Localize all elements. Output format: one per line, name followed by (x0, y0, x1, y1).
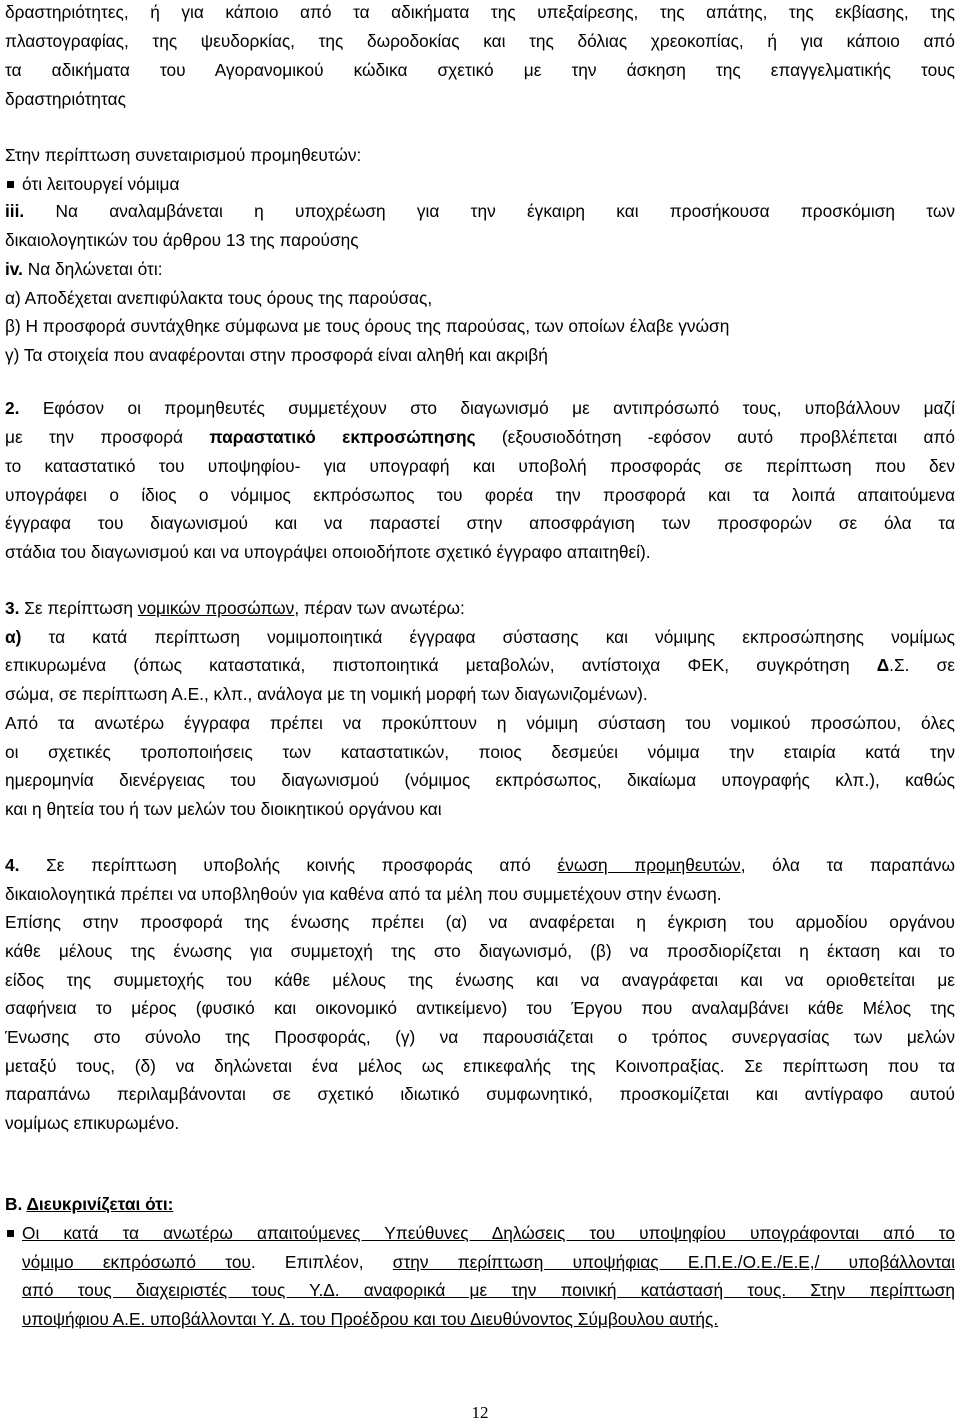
p3-line: οι σχετικές τροποποιήσεις των καταστατικών, ποιος δεσμεύει νόμιμα την εταιρία κατά την (5, 742, 955, 762)
p4-line: σαφήνεια το μέρος (φυσικό και οικονομικό αντικείμενο) του Έργου που αναλαμβάνει κάθε Μέλος της (5, 998, 955, 1018)
p3-line: σώμα, σε περίπτωση Α.Ε., κλπ., ανάλογα με τη νομική μορφή των διαγωνιζομένων). (5, 684, 648, 704)
item-iv-b: β) Η προσφορά συντάχθηκε σύμφωνα με τους όρους της παρούσας, των οποίων έλαβε γνώση (5, 316, 730, 336)
p2-line: με την προσφορά παραστατικό εκπροσώπησης (εξουσιοδότηση -εφόσον αυτό προβλέπεται από (5, 427, 955, 447)
p2-line: το καταστατικό του υποψηφίου- για υπογραφή και υποβολή προσφοράς σε περίπτωση που δεν (5, 456, 955, 476)
p4-line: δικαιολογητικά πρέπει να υποβληθούν για καθένα από τα μέλη που συμμετέχουν στην ένωση. (5, 884, 722, 904)
p4-line: 4. Σε περίπτωση υποβολής κοινής προσφοράς από ένωση προμηθευτών, όλα τα παραπάνω (5, 855, 955, 875)
item-iii: iii. Να αναλαμβάνεται η υποχρέωση για την έγκαιρη και προσήκουσα προσκόμιση των (5, 201, 955, 221)
coop-heading: Στην περίπτωση συνεταιρισμού προμηθευτών: (5, 145, 362, 165)
p4-line: νομίμως επικυρωμένο. (5, 1113, 180, 1133)
p2-line: υπογράφει ο ίδιος ο νόμιμος εκπρόσωπος του φορέα την προσφορά και τα λοιπά απαιτούμενα (5, 485, 955, 505)
p4-line: είδος της συμμετοχής του κάθε μέλους της ένωσης και να αναγράφεται και να οριοθετείται με (5, 970, 955, 990)
p4-line: Ένωσης στο σύνολο της Προσφοράς, (γ) να παρουσιάζεται ο τρόπος συνεργασίας των μελών (5, 1027, 955, 1047)
item-iii-line2: δικαιολογητικών του άρθρου 13 της παρούσης (5, 230, 359, 250)
p2-line: έγγραφα του διαγωνισμού και να παραστεί στην αποσφράγιση των προσφορών σε όλα τα (5, 513, 955, 533)
p4-line: μεταξύ τους, (δ) να δηλώνεται ένα μέλος ως επικεφαλής της Κοινοπραξίας. Σε περίπτωση που τα (5, 1056, 955, 1076)
p3-line: ημερομηνία διενέργειας του διαγωνισμού (νόμιμος εκπρόσωπος, δικαίωμα υπογραφής κλπ.), καθώς (5, 770, 955, 790)
p4-line: κάθε μέλους της ένωσης για συμμετοχή της στο διαγωνισμό, (β) να προσδιορίζεται η έκταση και το (5, 941, 955, 961)
paragraph-line: δραστηριότητας (5, 89, 126, 109)
section-b-line: Οι κατά τα ανωτέρω απαιτούμενες Υπεύθυνες Δηλώσεις του υποψηφίου υπογράφονται από το (5, 1220, 955, 1247)
item-iv-a: α) Αποδέχεται ανεπιφύλακτα τους όρους της παρούσας, (5, 288, 433, 308)
p2-line: 2. Εφόσον οι προμηθευτές συμμετέχουν στο διαγωνισμό με αντιπρόσωπό τους, υποβάλλουν μαζί (5, 398, 955, 418)
section-b-line: νόμιμο εκπρόσωπό του. Επιπλέον, στην περίπτωση υποψήφιας Ε.Π.Ε./Ο.Ε./Ε.Ε,/ υποβάλλονται (22, 1252, 955, 1272)
p3-line: α) τα κατά περίπτωση νομιμοποιητικά έγγραφα σύστασης και νόμιμης εκπροσώπησης νομίμως (5, 627, 955, 647)
square-bullet-icon (7, 181, 14, 188)
bullet-item: ότι λειτουργεί νόμιμα (5, 171, 955, 198)
section-b-line: από τους διαχειριστές τους Υ.Δ. αναφορικά με την ποινική κατάστασή τους. Στην περίπτωση (22, 1280, 955, 1300)
item-iv-c: γ) Τα στοιχεία που αναφέρονται στην προσφορά είναι αληθή και ακριβή (5, 345, 548, 365)
item-iv: iv. Να δηλώνεται ότι: (5, 259, 163, 279)
paragraph-line: τα αδικήματα του Αγορανομικού κώδικα σχετικό με την άσκηση της επαγγελματικής τους (5, 60, 955, 80)
paragraph-line: πλαστογραφίας, της ψευδορκίας, της δωροδοκίας και της δόλιας χρεοκοπίας, ή για κάποιο από (5, 31, 955, 51)
p2-line: στάδια του διαγωνισμού και να υπογράψει οποιοδήποτε σχετικό έγγραφο απαιτηθεί). (5, 542, 651, 562)
p4-line: παραπάνω περιλαμβάνονται σε σχετικό ιδιωτικό συμφωνητικό, προσκομίζεται και αντίγραφο αυτού (5, 1084, 955, 1104)
page-number: 12 (471, 1403, 489, 1422)
p4-line: Επίσης στην προσφορά της ένωσης πρέπει (α) να αναφέρεται η έγκριση του αρμοδίου οργάνου (5, 912, 955, 932)
p3-line: Από τα ανωτέρω έγγραφα πρέπει να προκύπτουν η νόμιμη σύσταση του νομικού προσώπου, όλες (5, 713, 955, 733)
p3-line: 3. Σε περίπτωση νομικών προσώπων, πέραν των ανωτέρω: (5, 598, 465, 618)
square-bullet-icon (7, 1230, 14, 1237)
p3-line: και η θητεία του ή των μελών του διοικητικού οργάνου και (5, 799, 442, 819)
p3-line: επικυρωμένα (όπως καταστατικά, πιστοποιητικά μεταβολών, αντίστοιχα ΦΕΚ, συγκρότηση Δ.Σ. σε (5, 655, 955, 675)
paragraph-line: δραστηριότητες, ή για κάποιο από τα αδικήματα της υπεξαίρεσης, της απάτης, της εκβίασης, της (5, 2, 955, 22)
section-b-heading: Β. Διευκρινίζεται ότι: (5, 1194, 174, 1214)
section-b-line: υποψήφιου Α.Ε. υποβάλλονται Υ. Δ. του Προέδρου και του Διευθύνοντος Σύμβουλου αυτής. (22, 1309, 719, 1329)
